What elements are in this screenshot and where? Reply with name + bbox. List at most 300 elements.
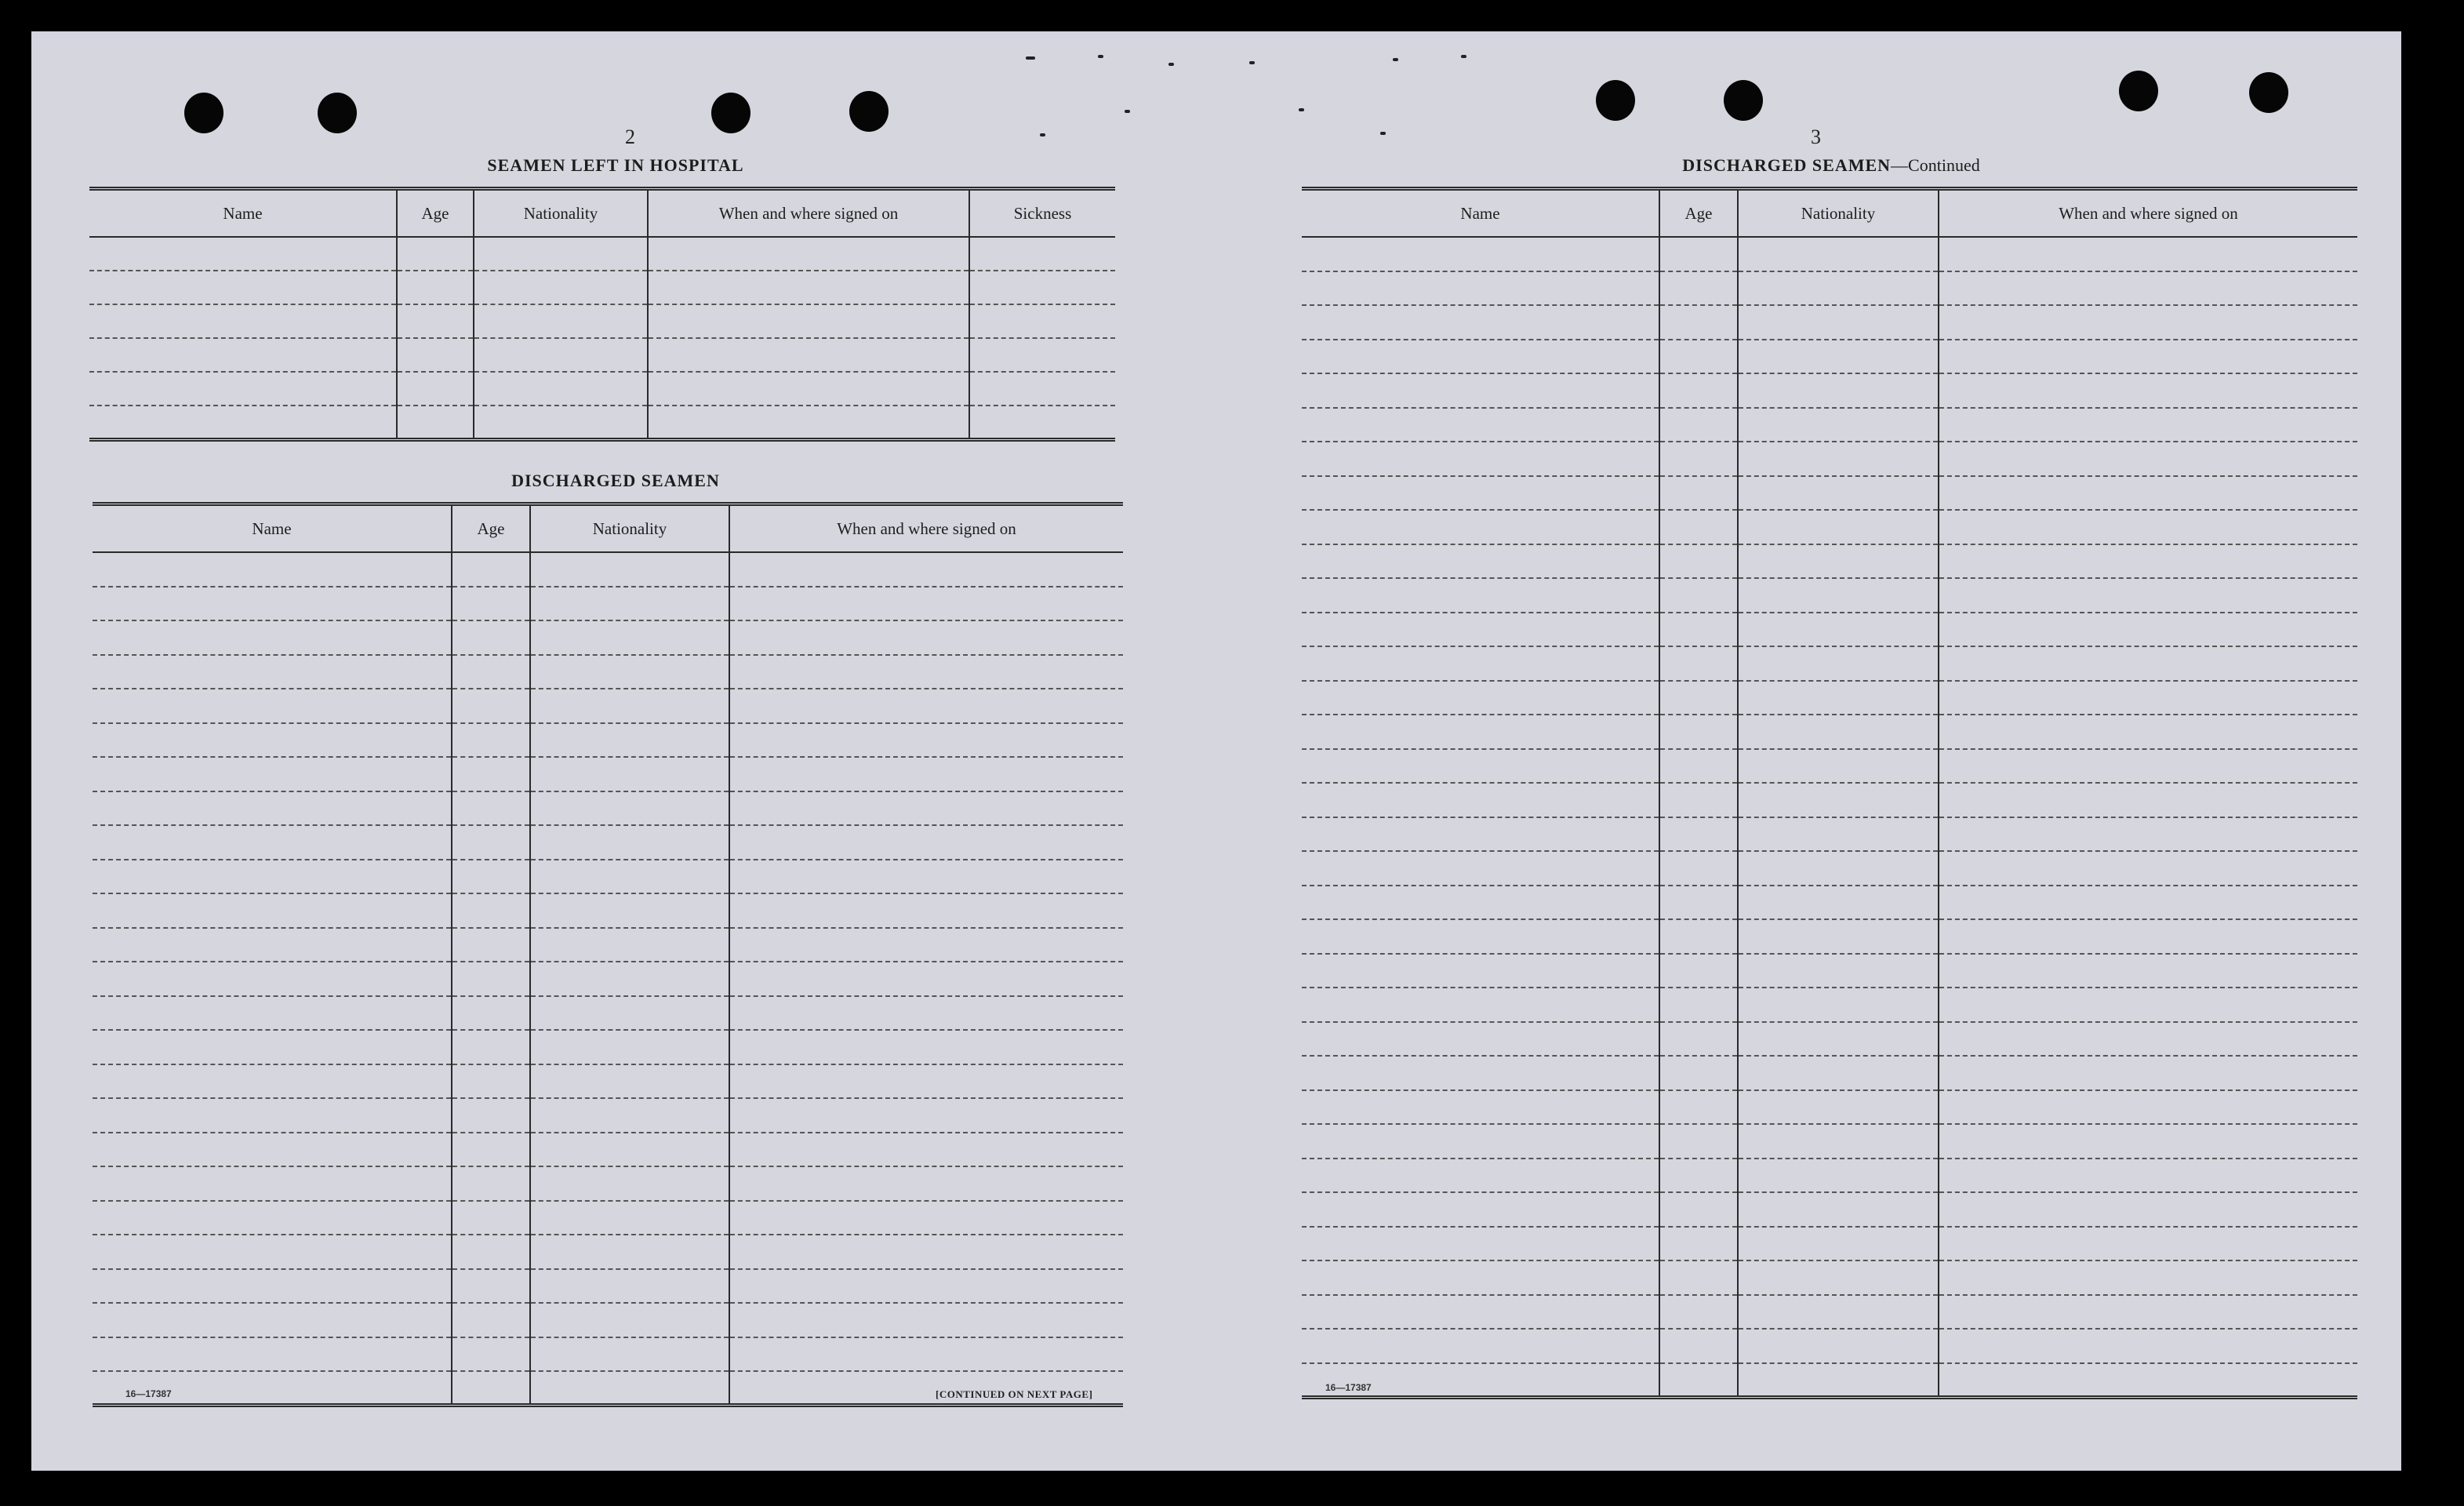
blank-entry-cell [1302, 237, 1659, 271]
form-number: 16—17387 [1325, 1382, 1372, 1393]
title-suffix: —Continued [1891, 155, 1980, 175]
blank-entry-cell [1939, 1329, 2357, 1363]
blank-entry-cell [93, 791, 452, 826]
blank-entry-cell [452, 928, 530, 962]
blank-entry-cell [1659, 1022, 1738, 1057]
blank-entry-cell [452, 1201, 530, 1235]
table-row [1302, 988, 2357, 1022]
blank-entry-cell [969, 406, 1115, 439]
blank-entry-cell [1738, 1295, 1939, 1330]
blank-entry-cell [452, 1371, 530, 1406]
blank-entry-cell [1939, 1022, 2357, 1057]
blank-entry-cell [474, 271, 648, 304]
table-row [93, 655, 1123, 689]
table-row [1302, 578, 2357, 613]
table-row [1302, 1363, 2357, 1398]
table-row [93, 723, 1123, 758]
blank-entry-cell [1738, 544, 1939, 579]
blank-entry-cell [93, 1337, 452, 1372]
discharged-continued-table [1302, 187, 2357, 1399]
blank-entry-cell [1939, 408, 2357, 442]
blank-entry-cell [530, 620, 729, 655]
blank-entry-cell [452, 860, 530, 894]
hospital-table-body [89, 237, 1115, 439]
blank-entry-cell [1939, 749, 2357, 784]
blank-entry-cell [1738, 646, 1939, 681]
table-row [1302, 340, 2357, 374]
blank-entry-cell [474, 372, 648, 406]
blank-entry-cell [397, 304, 474, 338]
page-number: 3 [1811, 126, 1821, 148]
blank-entry-cell [530, 860, 729, 894]
blank-entry-cell [93, 893, 452, 928]
blank-entry-cell [1302, 783, 1659, 817]
blank-entry-cell [1659, 340, 1738, 374]
title-main: DISCHARGED SEAMEN [1682, 155, 1892, 175]
blank-entry-cell [452, 1303, 530, 1337]
blank-entry-cell [452, 587, 530, 621]
table-row [93, 1235, 1123, 1269]
blank-entry-cell [1302, 954, 1659, 988]
table-row [1302, 1295, 2357, 1330]
blank-entry-cell [452, 996, 530, 1031]
blank-entry-cell [530, 1235, 729, 1269]
blank-entry-cell [1659, 783, 1738, 817]
blank-entry-cell [1302, 1329, 1659, 1363]
blank-entry-cell [1738, 305, 1939, 340]
blank-entry-cell [1659, 919, 1738, 954]
column-header: Name [1302, 189, 1659, 238]
blank-entry-cell [729, 1303, 1123, 1337]
blank-entry-cell [729, 962, 1123, 996]
blank-entry-cell [530, 1371, 729, 1406]
table-row [1302, 817, 2357, 852]
ink-speck [1098, 55, 1103, 58]
table-row [1302, 646, 2357, 681]
blank-entry-cell [1738, 988, 1939, 1022]
table-row [93, 791, 1123, 826]
table-row [93, 1201, 1123, 1235]
blank-entry-cell [93, 620, 452, 655]
blank-entry-cell [530, 1030, 729, 1064]
table-row [1302, 408, 2357, 442]
blank-entry-cell [1939, 442, 2357, 476]
blank-entry-cell [474, 237, 648, 271]
blank-entry-cell [1302, 578, 1659, 613]
table-row [1302, 237, 2357, 271]
blank-entry-cell [452, 825, 530, 860]
table-row [1302, 1056, 2357, 1090]
table-row [93, 860, 1123, 894]
ink-speck [1249, 61, 1255, 64]
blank-entry-cell [93, 587, 452, 621]
blank-entry-cell [1659, 646, 1738, 681]
blank-entry-cell [530, 1064, 729, 1099]
blank-entry-cell [452, 723, 530, 758]
blank-entry-cell [452, 620, 530, 655]
table-row [93, 1064, 1123, 1099]
blank-entry-cell [89, 271, 397, 304]
blank-entry-cell [1939, 988, 2357, 1022]
table-row [1302, 613, 2357, 647]
blank-entry-cell [93, 1064, 452, 1099]
blank-entry-cell [530, 962, 729, 996]
blank-entry-cell [89, 406, 397, 439]
blank-entry-cell [1302, 1227, 1659, 1261]
blank-entry-cell [1659, 271, 1738, 306]
blank-entry-cell [530, 1269, 729, 1304]
hospital-table [89, 187, 1115, 442]
table-row [1302, 1124, 2357, 1159]
right-page [1302, 63, 2408, 1439]
blank-entry-cell [1738, 271, 1939, 306]
blank-entry-cell [474, 338, 648, 372]
blank-entry-cell [1738, 954, 1939, 988]
table-row [1302, 886, 2357, 920]
blank-entry-cell [89, 372, 397, 406]
blank-entry-cell [1302, 1192, 1659, 1227]
blank-entry-cell [1302, 408, 1659, 442]
column-header: Name [93, 504, 452, 553]
blank-entry-cell [729, 1098, 1123, 1133]
blank-entry-cell [1659, 1329, 1738, 1363]
blank-entry-cell [1659, 886, 1738, 920]
table-row [93, 1166, 1123, 1201]
blank-entry-cell [1939, 1363, 2357, 1398]
blank-entry-cell [729, 1166, 1123, 1201]
blank-entry-cell [1939, 954, 2357, 988]
blank-entry-cell [452, 893, 530, 928]
table-row [93, 620, 1123, 655]
blank-entry-cell [1302, 817, 1659, 852]
table-row [1302, 373, 2357, 408]
blank-entry-cell [1659, 442, 1738, 476]
blank-entry-cell [1738, 373, 1939, 408]
blank-entry-cell [648, 372, 969, 406]
table-row [93, 962, 1123, 996]
blank-entry-cell [452, 1030, 530, 1064]
blank-entry-cell [1939, 1056, 2357, 1090]
table-row [1302, 1227, 2357, 1261]
discharged-continued-title [1302, 155, 2360, 176]
blank-entry-cell [1939, 476, 2357, 511]
blank-entry-cell [729, 552, 1123, 587]
blank-entry-cell [452, 1064, 530, 1099]
blank-entry-cell [93, 996, 452, 1031]
blank-entry-cell [1659, 1056, 1738, 1090]
blank-entry-cell [397, 271, 474, 304]
blank-entry-cell [1659, 1192, 1738, 1227]
blank-entry-cell [1738, 1124, 1939, 1159]
blank-entry-cell [1302, 613, 1659, 647]
blank-entry-cell [1939, 1159, 2357, 1193]
blank-entry-cell [1302, 1056, 1659, 1090]
blank-entry-cell [1302, 1090, 1659, 1125]
table-row [1302, 271, 2357, 306]
blank-entry-cell [729, 757, 1123, 791]
blank-entry-cell [1939, 1260, 2357, 1295]
blank-entry-cell [1302, 1159, 1659, 1193]
blank-entry-cell [1659, 817, 1738, 852]
blank-entry-cell [729, 1064, 1123, 1099]
blank-entry-cell [1738, 1363, 1939, 1398]
discharged-section-title: DISCHARGED SEAMEN [511, 471, 720, 490]
column-header: Sickness [969, 189, 1115, 238]
column-header: Nationality [1738, 189, 1939, 238]
table-row [93, 928, 1123, 962]
blank-entry-cell [729, 1201, 1123, 1235]
page-number: 2 [625, 126, 635, 148]
table-row [93, 1269, 1123, 1304]
blank-entry-cell [1302, 544, 1659, 579]
table-row [1302, 476, 2357, 511]
blank-entry-cell [1939, 715, 2357, 749]
blank-entry-cell [452, 1166, 530, 1201]
blank-entry-cell [729, 587, 1123, 621]
blank-entry-cell [969, 237, 1115, 271]
blank-entry-cell [1939, 817, 2357, 852]
blank-entry-cell [1659, 1124, 1738, 1159]
blank-entry-cell [1939, 919, 2357, 954]
table-row [1302, 783, 2357, 817]
blank-entry-cell [1939, 1192, 2357, 1227]
blank-entry-cell [1939, 646, 2357, 681]
blank-entry-cell [530, 1098, 729, 1133]
discharged-table [93, 502, 1123, 1407]
blank-entry-cell [452, 655, 530, 689]
blank-entry-cell [530, 1337, 729, 1372]
blank-entry-cell [1738, 1056, 1939, 1090]
table-row [89, 406, 1115, 439]
blank-entry-cell [93, 552, 452, 587]
blank-entry-cell [1302, 476, 1659, 511]
table-row [93, 996, 1123, 1031]
blank-entry-cell [1659, 373, 1738, 408]
blank-entry-cell [1659, 544, 1738, 579]
blank-entry-cell [89, 338, 397, 372]
blank-entry-cell [530, 893, 729, 928]
blank-entry-cell [969, 304, 1115, 338]
blank-entry-cell [1939, 1124, 2357, 1159]
blank-entry-cell [1659, 237, 1738, 271]
column-header: When and where signed on [729, 504, 1123, 553]
blank-entry-cell [969, 338, 1115, 372]
blank-entry-cell [1738, 1090, 1939, 1125]
table-row [1302, 1192, 2357, 1227]
blank-entry-cell [93, 689, 452, 723]
blank-entry-cell [1738, 510, 1939, 544]
blank-entry-cell [1939, 544, 2357, 579]
table-row [89, 304, 1115, 338]
blank-entry-cell [89, 237, 397, 271]
blank-entry-cell [1659, 1260, 1738, 1295]
blank-entry-cell [93, 1133, 452, 1167]
blank-entry-cell [1659, 510, 1738, 544]
table-row [1302, 442, 2357, 476]
blank-entry-cell [1738, 681, 1939, 715]
blank-entry-cell [729, 689, 1123, 723]
table-row [93, 1337, 1123, 1372]
blank-entry-cell [530, 791, 729, 826]
blank-entry-cell [1939, 613, 2357, 647]
blank-entry-cell [1738, 886, 1939, 920]
blank-entry-cell [729, 1030, 1123, 1064]
blank-entry-cell [1738, 783, 1939, 817]
blank-entry-cell [729, 791, 1123, 826]
blank-entry-cell [452, 962, 530, 996]
table-row [1302, 510, 2357, 544]
column-header: Nationality [474, 189, 648, 238]
table-row [89, 237, 1115, 271]
table-row [1302, 544, 2357, 579]
table-row [93, 1098, 1123, 1133]
table-row [89, 271, 1115, 304]
blank-entry-cell [1939, 340, 2357, 374]
blank-entry-cell [1939, 305, 2357, 340]
blank-entry-cell [1738, 851, 1939, 886]
blank-entry-cell [1302, 1260, 1659, 1295]
blank-entry-cell [1738, 237, 1939, 271]
blank-entry-cell [1738, 408, 1939, 442]
blank-entry-cell [397, 372, 474, 406]
blank-entry-cell [729, 1269, 1123, 1304]
blank-entry-cell [1738, 749, 1939, 784]
blank-entry-cell [1659, 1227, 1738, 1261]
blank-entry-cell [93, 723, 452, 758]
column-header: Age [397, 189, 474, 238]
blank-entry-cell [1738, 1022, 1939, 1057]
blank-entry-cell [1302, 681, 1659, 715]
discharged-table-body [93, 552, 1123, 1406]
blank-entry-cell [1659, 749, 1738, 784]
blank-entry-cell [1738, 1159, 1939, 1193]
blank-entry-cell [648, 271, 969, 304]
blank-entry-cell [1738, 817, 1939, 852]
blank-entry-cell [1939, 1295, 2357, 1330]
blank-entry-cell [89, 304, 397, 338]
form-number: 16—17387 [125, 1388, 172, 1399]
blank-entry-cell [1659, 613, 1738, 647]
blank-entry-cell [397, 338, 474, 372]
blank-entry-cell [1302, 305, 1659, 340]
blank-entry-cell [452, 757, 530, 791]
blank-entry-cell [1738, 715, 1939, 749]
blank-entry-cell [1302, 340, 1659, 374]
table-row [93, 1303, 1123, 1337]
blank-entry-cell [1939, 783, 2357, 817]
continued-note: [CONTINUED ON NEXT PAGE] [936, 1388, 1093, 1400]
blank-entry-cell [1302, 749, 1659, 784]
blank-entry-cell [1302, 886, 1659, 920]
blank-entry-cell [1302, 1124, 1659, 1159]
blank-entry-cell [93, 1030, 452, 1064]
blank-entry-cell [530, 757, 729, 791]
blank-entry-cell [530, 587, 729, 621]
blank-entry-cell [1659, 715, 1738, 749]
blank-entry-cell [1659, 1090, 1738, 1125]
table-row [1302, 1159, 2357, 1193]
blank-entry-cell [452, 552, 530, 587]
blank-entry-cell [729, 825, 1123, 860]
blank-entry-cell [1738, 613, 1939, 647]
blank-entry-cell [1302, 510, 1659, 544]
blank-entry-cell [93, 1303, 452, 1337]
blank-entry-cell [93, 1098, 452, 1133]
blank-entry-cell [474, 406, 648, 439]
blank-entry-cell [93, 860, 452, 894]
blank-entry-cell [452, 1235, 530, 1269]
blank-entry-cell [1302, 373, 1659, 408]
table-row [1302, 749, 2357, 784]
blank-entry-cell [1659, 1363, 1738, 1398]
blank-entry-cell [1738, 476, 1939, 511]
blank-entry-cell [93, 928, 452, 962]
blank-entry-cell [1939, 510, 2357, 544]
discharged-continued-table-body [1302, 237, 2357, 1397]
blank-entry-cell [1939, 271, 2357, 306]
blank-entry-cell [1302, 646, 1659, 681]
blank-entry-cell [1738, 1192, 1939, 1227]
blank-entry-cell [1302, 851, 1659, 886]
blank-entry-cell [530, 996, 729, 1031]
blank-entry-cell [93, 1235, 452, 1269]
blank-entry-cell [1939, 373, 2357, 408]
blank-entry-cell [1738, 340, 1939, 374]
hospital-section-title: SEAMEN LEFT IN HOSPITAL [487, 155, 744, 175]
table-row [1302, 1260, 2357, 1295]
blank-entry-cell [1939, 886, 2357, 920]
column-header: Age [1659, 189, 1738, 238]
blank-entry-cell [530, 928, 729, 962]
blank-entry-cell [1302, 919, 1659, 954]
table-row [89, 338, 1115, 372]
blank-entry-cell [1659, 305, 1738, 340]
blank-entry-cell [530, 1133, 729, 1167]
blank-entry-cell [648, 237, 969, 271]
blank-entry-cell [93, 757, 452, 791]
blank-entry-cell [1302, 715, 1659, 749]
table-row [1302, 919, 2357, 954]
left-page [63, 63, 1216, 1439]
blank-entry-cell [1659, 988, 1738, 1022]
table-row [93, 1133, 1123, 1167]
blank-entry-cell [93, 1201, 452, 1235]
ink-speck [1393, 58, 1398, 61]
table-row [1302, 1090, 2357, 1125]
blank-entry-cell [452, 1337, 530, 1372]
blank-entry-cell [452, 1269, 530, 1304]
table-row [1302, 954, 2357, 988]
blank-entry-cell [397, 237, 474, 271]
blank-entry-cell [1659, 476, 1738, 511]
blank-entry-cell [1939, 681, 2357, 715]
blank-entry-cell [729, 723, 1123, 758]
blank-entry-cell [1738, 578, 1939, 613]
blank-entry-cell [1302, 271, 1659, 306]
blank-entry-cell [1939, 1090, 2357, 1125]
blank-entry-cell [93, 1166, 452, 1201]
blank-entry-cell [1659, 954, 1738, 988]
blank-entry-cell [1738, 919, 1939, 954]
blank-entry-cell [93, 825, 452, 860]
blank-entry-cell [729, 893, 1123, 928]
blank-entry-cell [1738, 1329, 1939, 1363]
blank-entry-cell [1659, 578, 1738, 613]
blank-entry-cell [729, 1235, 1123, 1269]
blank-entry-cell [530, 723, 729, 758]
blank-entry-cell [530, 689, 729, 723]
blank-entry-cell [530, 1166, 729, 1201]
